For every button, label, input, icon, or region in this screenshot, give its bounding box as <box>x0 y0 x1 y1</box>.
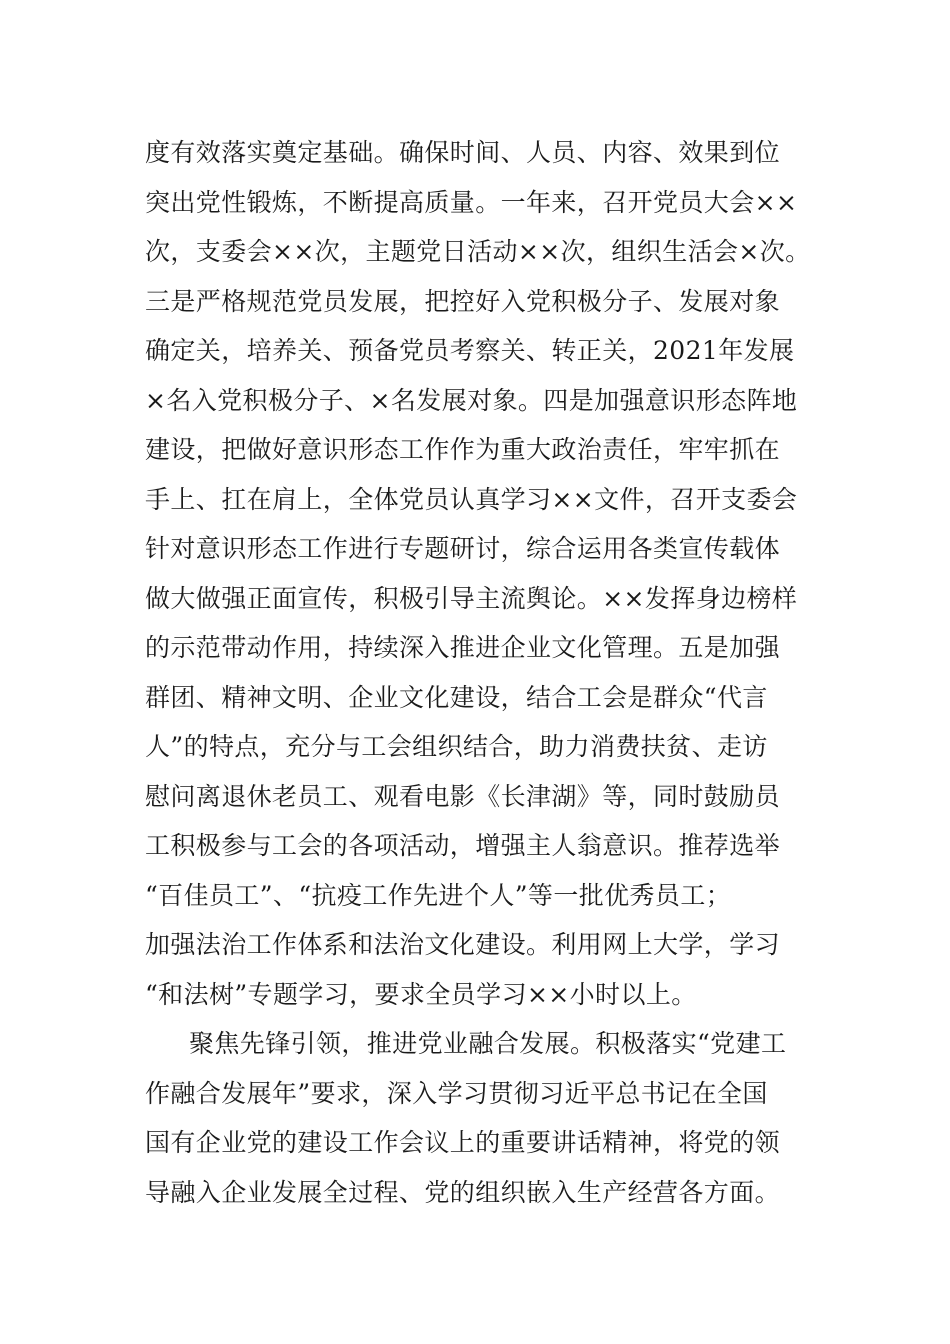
paragraph-2-line-1: 聚焦先锋引领，推进党业融合发展。积极落实“党建工 <box>189 1029 787 1058</box>
text-line-3: 次，支委会××次，主题党日活动××次，组织生活会×次。 <box>145 237 811 266</box>
text-line-1: 度有效落实奠定基础。确保时间、人员、内容、效果到位 <box>145 138 781 167</box>
text-line-2: 突出党性锻炼，不断提高质量。一年来，召开党员大会×× <box>145 187 798 217</box>
text-line-13: 人”的特点，充分与工会组织结合，助力消费扶贫、走访 <box>145 732 768 761</box>
text-line-14: 慰问离退休老员工、观看电影《长津湖》等，同时鼓励员 <box>145 781 781 811</box>
text-line-16: “百佳员工”、“抗疫工作先进个人”等一批优秀员工； <box>145 880 732 910</box>
text-line-4: 三是严格规范党员发展，把控好入党积极分子、发展对象 <box>145 286 781 316</box>
text-line-8: 手上、扛在肩上，全体党员认真学习××文件，召开支委会 <box>145 484 798 514</box>
text-line-11: 的示范带动作用，持续深入推进企业文化管理。五是加强 <box>145 633 781 662</box>
text-line-5: 确定关，培养关、预备党员考察关、转正关，2021年发展 <box>145 336 795 365</box>
text-line-17: 加强法治工作体系和法治文化建设。利用网上大学，学习 <box>145 930 781 959</box>
text-line-12: 群团、精神文明、企业文化建设，结合工会是群众“代言 <box>145 682 768 712</box>
paragraph-2-line-3: 国有企业党的建设工作会议上的重要讲话精神，将党的领 <box>145 1128 781 1157</box>
paragraph-2-line-4: 导融入企业发展全过程、党的组织嵌入生产经营各方面。 <box>145 1177 781 1207</box>
document-body <box>145 128 845 1217</box>
text-line-6: ×名入党积极分子、×名发展对象。四是加强意识形态阵地 <box>145 385 798 415</box>
text-line-15: 工积极参与工会的各项活动，增强主人翁意识。推荐选举 <box>145 831 781 860</box>
paragraph-2-line-2: 作融合发展年”要求，深入学习贯彻习近平总书记在全国 <box>145 1078 768 1108</box>
text-line-9: 针对意识形态工作进行专题研讨，综合运用各类宣传载体 <box>145 534 781 563</box>
text-line-18: “和法树”专题学习，要求全员学习××小时以上。 <box>145 979 697 1009</box>
text-line-10: 做大做强正面宣传，积极引导主流舆论。××发挥身边榜样 <box>145 583 798 613</box>
text-line-7: 建设，把做好意识形态工作作为重大政治责任，牢牢抓在 <box>145 435 781 464</box>
